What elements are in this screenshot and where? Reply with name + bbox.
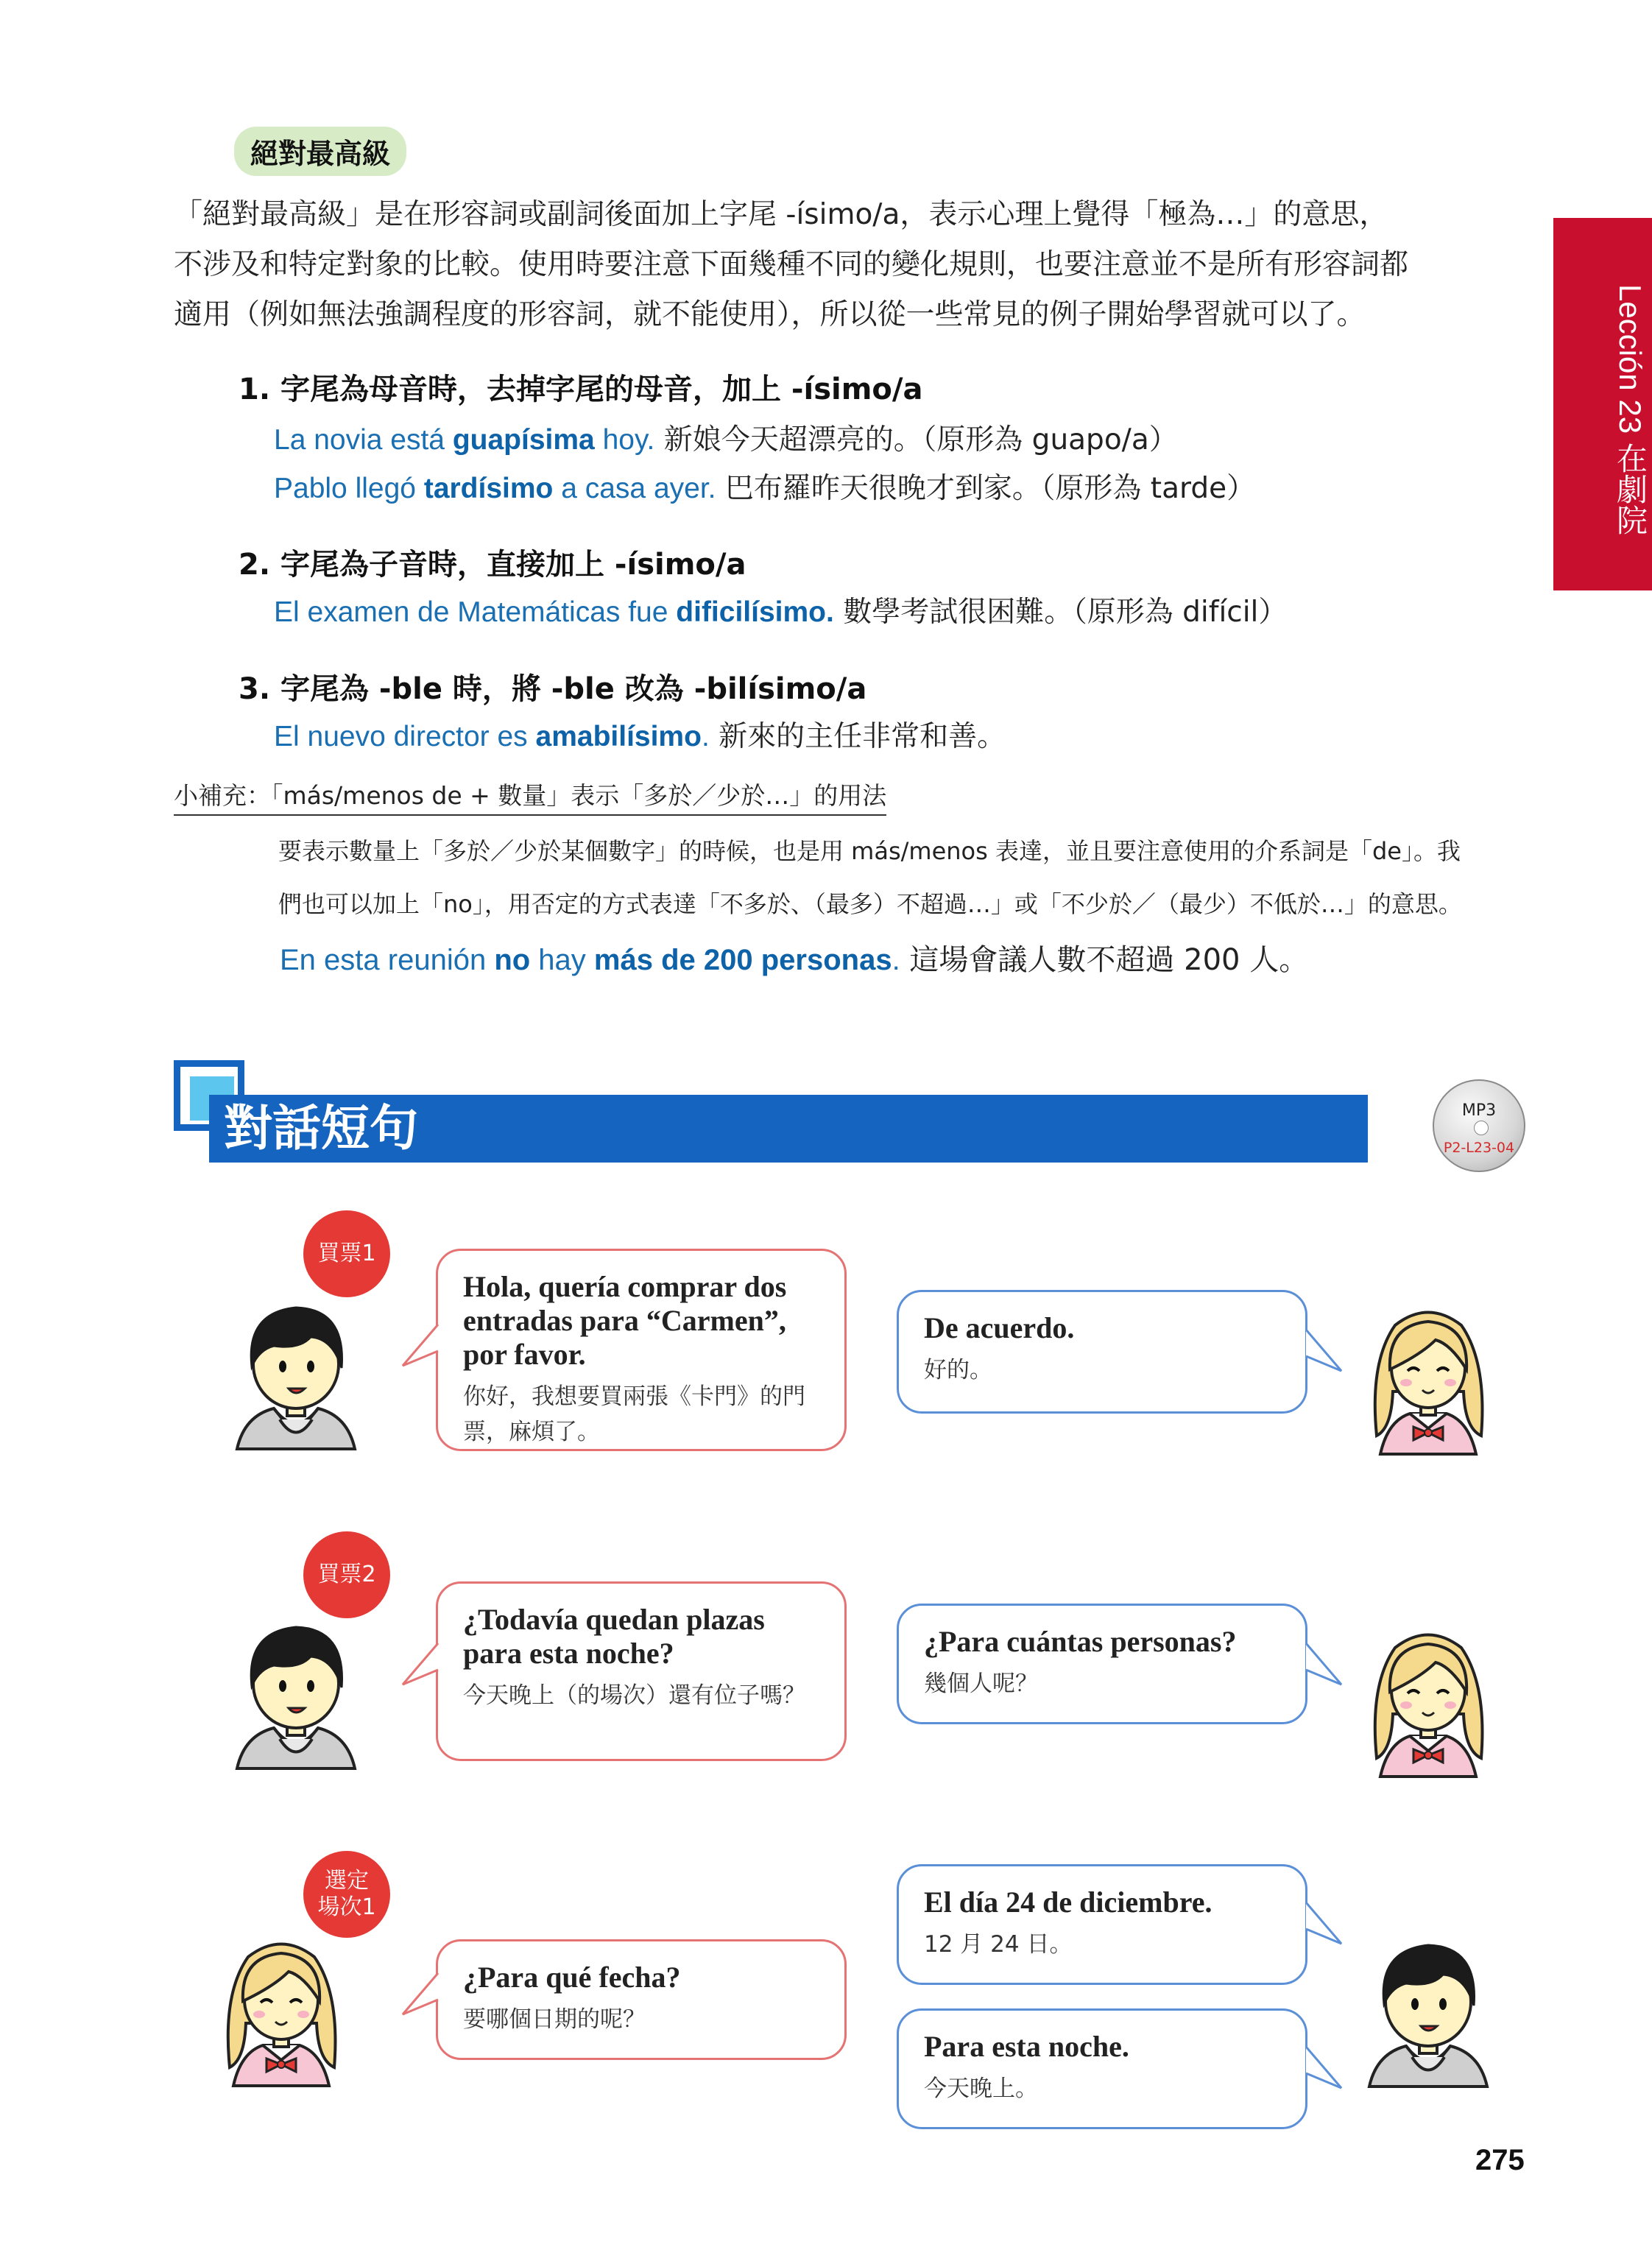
bubble-spanish-text: ¿Todavía quedan plazas para esta noche? (463, 1603, 765, 1670)
dialogue-banner-title: 對話短句 (209, 1095, 1368, 1163)
section-heading-absolute-superlative: 絕對最高級 (234, 127, 406, 176)
speech-bubble-right (897, 1604, 1307, 1724)
speech-bubble-left (436, 1581, 847, 1761)
intro-paragraph (174, 190, 1528, 340)
rule-3-title: 3. 字尾為 -ble 時，將 -ble 改為 -bilísimo/a (239, 672, 867, 706)
girl-character-icon (1355, 1281, 1502, 1458)
bubble-chinese-text: 要哪個日期的呢？ (463, 2006, 646, 2033)
rule-1-title: 1. 字尾為母音時，去掉字尾的母音，加上 -ísimo/a (239, 373, 923, 406)
intro-line: 不涉及和特定對象的比較。使用時要注意下面幾種不同的變化規則，也要注意並不是所有形容詞都 (174, 248, 1409, 281)
speech-bubble-right (897, 1864, 1307, 1985)
bubble-spanish-text: De acuerdo. (924, 1311, 1075, 1344)
bubble-tail (401, 1640, 440, 1692)
bubble-tail (401, 1970, 440, 2022)
bubble-spanish-text: Para esta noche. (924, 2030, 1129, 2063)
girl-character-icon (208, 1913, 355, 2089)
bubble-tail (1305, 1900, 1343, 1951)
bubble-spanish-text: El día 24 de diciembre. (924, 1886, 1212, 1919)
bubble-chinese-text: 好的。 (924, 1357, 992, 1383)
bubble-chinese-text: 12 月 24 日。 (924, 1931, 1073, 1958)
bubble-chinese-text: 幾個人呢？ (924, 1671, 1038, 1697)
rule-1-example-1: La novia está guapísima hoy. 新娘今天超漂亮的。（原形為 guapo/a） (274, 423, 1178, 456)
bubble-spanish-text: Hola, quería comprar dos entradas para “Carmen”, por favor. (463, 1270, 787, 1371)
badge-buy-ticket-1: 買票1 (303, 1210, 390, 1297)
bubble-spanish-text: ¿Para cuántas personas? (924, 1625, 1237, 1658)
boy-character-icon (222, 1599, 370, 1776)
speech-bubble-left (436, 1939, 847, 2060)
badge-select-session-1: 選定 場次1 (303, 1851, 390, 1938)
rule-2-title: 2. 字尾為子音時，直接加上 -ísimo/a (239, 548, 746, 582)
intro-line: 「絕對最高級」是在形容詞或副詞後面加上字尾 -ísimo/a，表示心理上覺得「極為…」的意思， (174, 198, 1388, 231)
badge-buy-ticket-2: 買票2 (303, 1531, 390, 1618)
bubble-chinese-text: 今天晚上。 (924, 2075, 1038, 2102)
supplement-example: En esta reunión no hay más de 200 personas. 這場會議人數不超過 200 人。 (280, 943, 1309, 977)
girl-character-icon (1355, 1604, 1502, 1780)
mp3-label: MP3 (1461, 1101, 1497, 1120)
supplement-title: 小補充：「más/menos de + 數量」表示「多於／少於…」的用法 (174, 777, 886, 816)
bubble-tail (1305, 2044, 1343, 2095)
rule-2-example-1: El examen de Matemáticas fue dificilísimo. 數學考試很困難。（原形為 difícil） (274, 596, 1288, 629)
boy-character-icon (1355, 1917, 1502, 2094)
supplement-line: 們也可以加上「no」，用否定的方式表達「不多於、（最多）不超過…」或「不少於／（最少）不低於…」的意思。 (278, 890, 1462, 918)
page-number: 275 (1475, 2144, 1525, 2176)
rule-3-example-1: El nuevo director es amabilísimo. 新來的主任非常和善。 (274, 720, 1006, 753)
speech-bubble-right (897, 2008, 1307, 2129)
bubble-tail (401, 1322, 440, 1373)
bubble-tail (1305, 1327, 1343, 1378)
boy-character-icon (222, 1280, 370, 1456)
intro-line: 適用（例如無法強調程度的形容詞，就不能使用），所以從一些常見的例子開始學習就可以了。 (174, 298, 1366, 331)
lesson-side-tab: Lección 23 在劇院 (1553, 218, 1652, 590)
supplement-line: 要表示數量上「多於／少於某個數字」的時候，也是用 más/menos 表達，並且要注意使用的介系詞是「de」。我 (278, 837, 1461, 865)
bubble-chinese-text: 你好，我想要買兩張《卡門》的門票，麻煩了。 (463, 1383, 805, 1445)
speech-bubble-left (436, 1249, 847, 1451)
supplement-body (278, 825, 1530, 931)
disc-hole (1474, 1121, 1489, 1135)
mp3-track-code: P2-L23-04 (1443, 1140, 1515, 1156)
mp3-disc-icon[interactable] (1433, 1079, 1525, 1172)
bubble-spanish-text: ¿Para qué fecha? (463, 1961, 681, 1994)
bubble-tail (1305, 1640, 1343, 1692)
speech-bubble-right (897, 1290, 1307, 1414)
rule-1-example-2: Pablo llegó tardísimo a casa ayer. 巴布羅昨天很晚才到家。（原形為 tarde） (274, 472, 1256, 505)
bubble-chinese-text: 今天晚上（的場次）還有位子嗎？ (463, 1682, 805, 1709)
